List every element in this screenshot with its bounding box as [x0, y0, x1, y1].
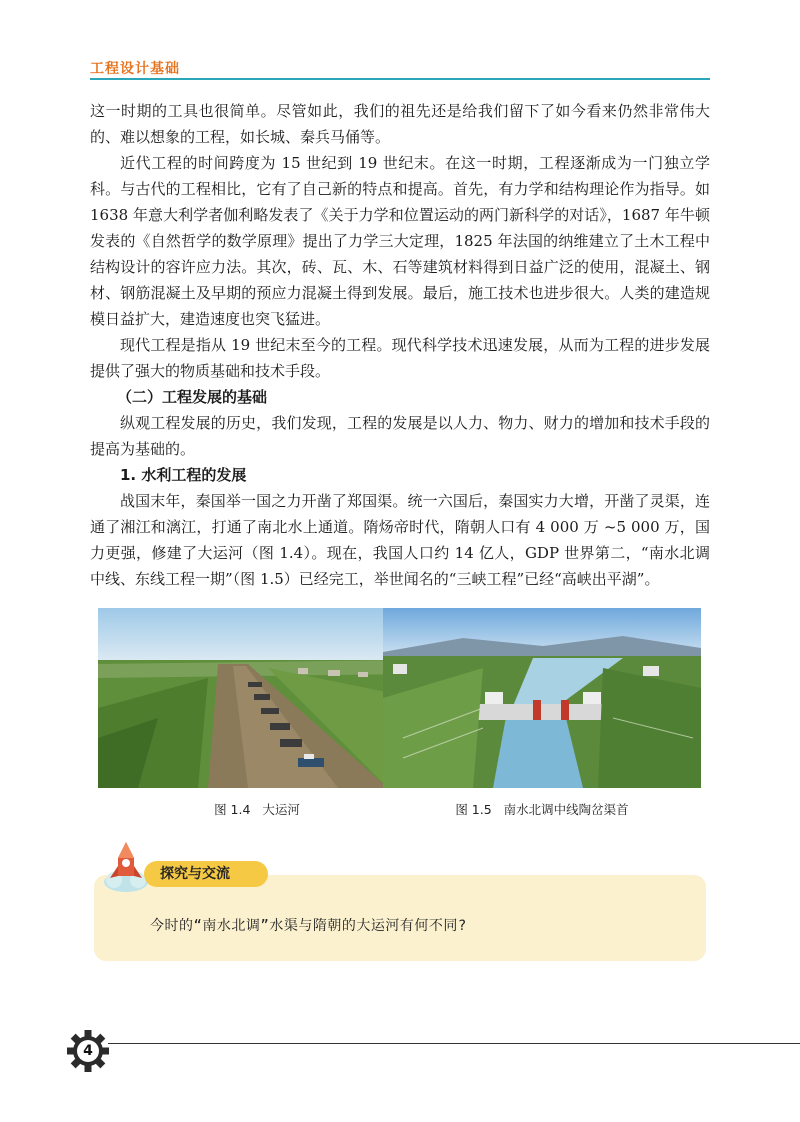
paragraph-5: 战国末年，秦国举一国之力开凿了郑国渠。统一六国后，秦国实力大增，开凿了灵渠，连通了湘江和漓江，打通了南北水上通道。隋炀帝时代，隋朝人口有 4 000 万 ~5 000 万，国力更强，修建了大运河（图 1.4）。现在，我国人口约 14 亿人，GDP 世界第二，“南水北调中线、东线工程一期”（图 1.5）已经完工，举世闻名的“三峡工程”已经“高峡出平湖”。	[90, 492, 710, 588]
explore-label: 探究与交流	[144, 861, 268, 887]
page-number: 4	[83, 1043, 93, 1059]
paragraph-3: 现代工程是指从 19 世纪末至今的工程。现代科学技术迅速发展，从而为工程的进步发展提供了强大的物质基础和技术手段。	[90, 336, 710, 380]
figure-1-5-caption	[383, 800, 701, 818]
section-heading: （二）工程发展的基础	[117, 388, 268, 406]
paragraph-2: 近代工程的时间跨度为 15 世纪到 19 世纪末。在这一时期，工程逐渐成为一门独立学科。与古代的工程相比，它有了自己新的特点和提高。首先，有力学和结构理论作为指导。如 1638 年意大利学者伽利略发表了《关于力学和位置运动的两门新科学的对话》，1687 年牛顿发表的《自然哲学的数学原理》提出了力学三大定理，1825 年法国的纳维建立了土木工程中结构设计的容许应力法。其次，砖、瓦、木、石等建筑材料得到日益广泛的使用，混凝土、钢材、钢筋混凝土及早期的预应力混凝土得到发展。最后，施工技术也进步很大。人类的建造规模日益扩大，建造速度也突飞猛进。	[90, 154, 710, 328]
main-text	[90, 98, 710, 592]
figure-number: 图 1.5	[455, 802, 492, 817]
figure-number: 图 1.4	[214, 802, 251, 817]
figure-title: 南水北调中线陶岔渠首	[503, 802, 629, 817]
header-divider	[90, 78, 710, 80]
paragraph-1: 这一时期的工具也很简单。尽管如此，我们的祖先还是给我们留下了如今看来仍然非常伟大的、难以想象的工程，如长城、秦兵马俑等。	[90, 102, 710, 146]
paragraph-4: 纵观工程发展的历史，我们发现，工程的发展是以人力、物力、财力的增加和技术手段的提高为基础的。	[90, 414, 710, 458]
taocha-canal-head-photo	[383, 608, 701, 788]
explore-question: 今时的“南水北调”水渠与隋朝的大运河有何不同?	[150, 918, 467, 934]
footer-divider	[108, 1043, 800, 1044]
grand-canal-photo	[98, 608, 416, 788]
running-header-title: 工程设计基础	[90, 61, 180, 77]
figure-title: 大运河	[262, 802, 300, 817]
figure-1-4-caption	[98, 800, 416, 818]
sub-heading: 1. 水利工程的发展	[120, 466, 247, 484]
